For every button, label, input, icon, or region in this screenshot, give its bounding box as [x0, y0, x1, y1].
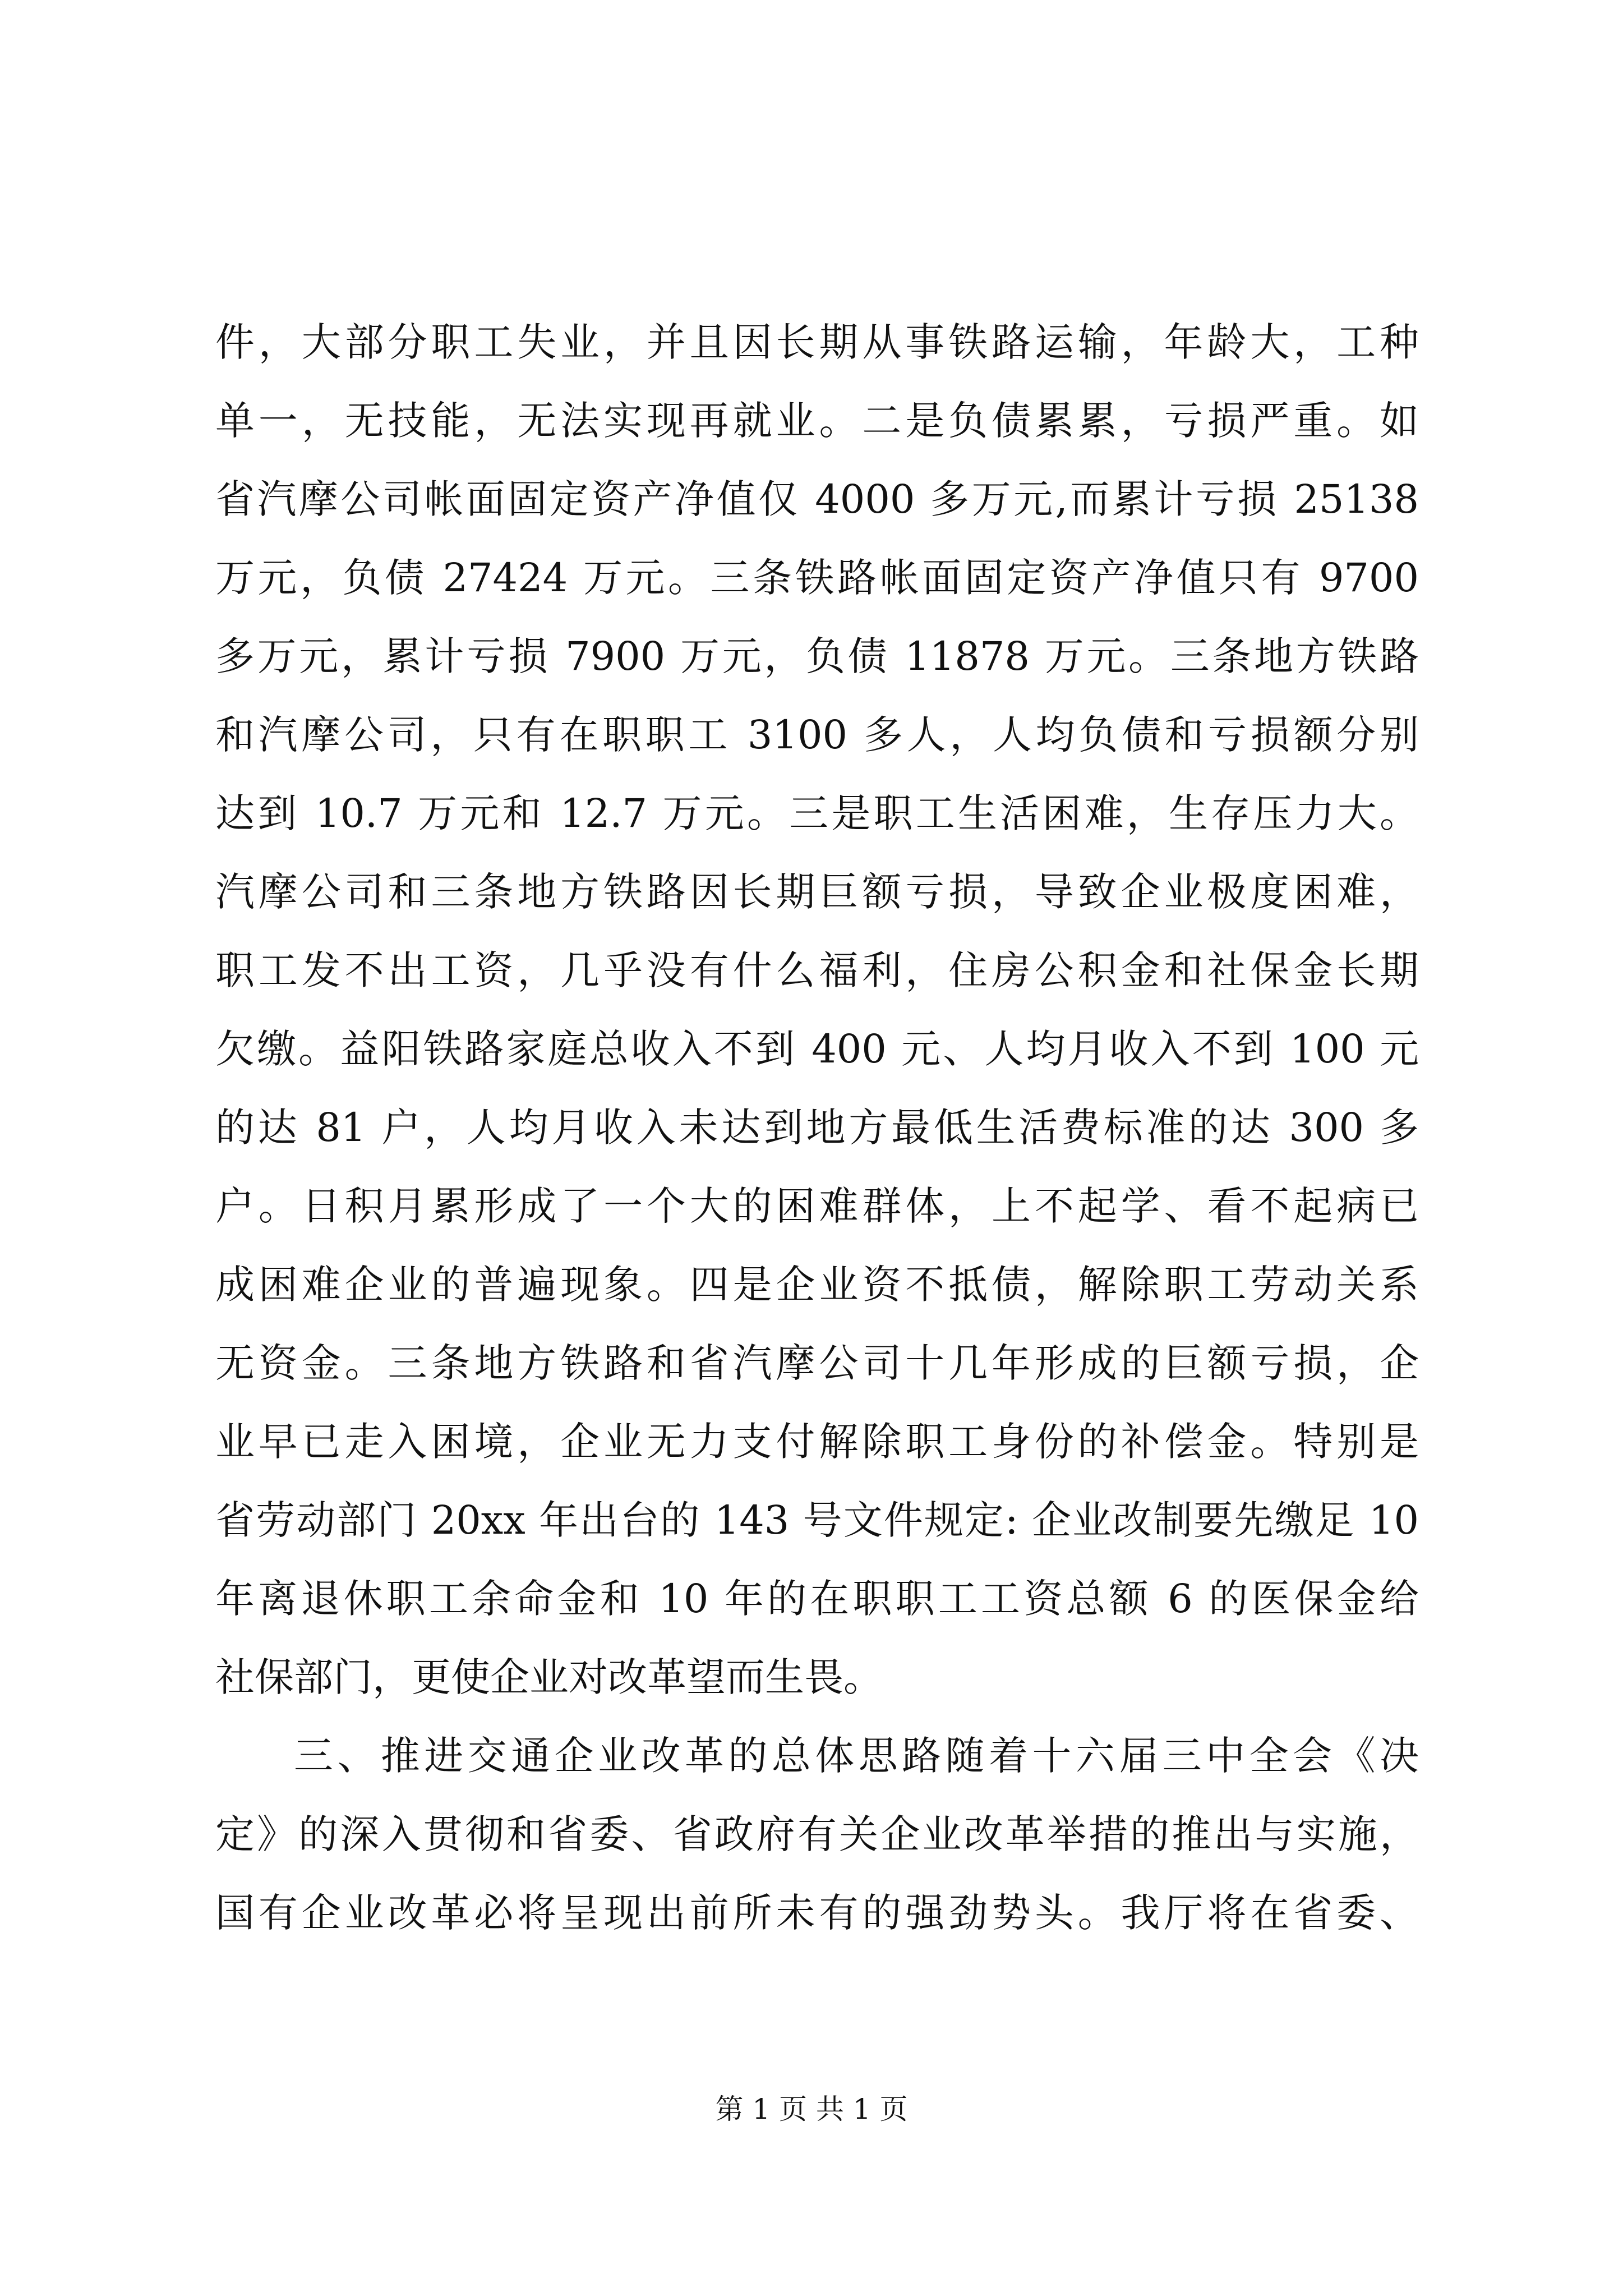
- text-line: 达到 10.7 万元和 12.7 万元。三是职工生活困难，生存压力大。: [215, 790, 1419, 836]
- page-number-footer: 第 1 页 共 1 页: [715, 2093, 908, 2125]
- text-line: 年离退休职工余命金和 10 年的在职职工工资总额 6 的医保金给: [215, 1576, 1419, 1622]
- paragraph-end-line: 社保部门，更使企业对改革望而生畏。: [215, 1654, 883, 1700]
- text-line: 国有企业改革必将呈现出前所未有的强劲势头。我厅将在省委、: [215, 1890, 1419, 1936]
- text-line: 汽摩公司和三条地方铁路因长期巨额亏损，导致企业极度困难，: [215, 869, 1419, 915]
- text-line: 成困难企业的普遍现象。四是企业资不抵债，解除职工劳动关系: [215, 1262, 1419, 1308]
- text-line: 定》的深入贯彻和省委、省政府有关企业改革举措的推出与实施，: [215, 1811, 1419, 1857]
- text-line: 的达 81 户，人均月收入未达到地方最低生活费标准的达 300 多: [215, 1105, 1419, 1151]
- text-line: 省劳动部门 20xx 年出台的 143 号文件规定: 企业改制要先缴足 10: [215, 1497, 1419, 1543]
- text-line: 万元，负债 27424 万元。三条铁路帐面固定资产净值只有 9700: [215, 555, 1419, 601]
- text-line: 省汽摩公司帐面固定资产净值仅 4000 多万元,而累计亏损 25138: [215, 476, 1419, 522]
- text-line: 户。日积月累形成了一个大的困难群体，上不起学、看不起病已: [215, 1183, 1419, 1229]
- text-line: 多万元，累计亏损 7900 万元，负债 11878 万元。三条地方铁路: [215, 633, 1419, 679]
- text-line: 欠缴。益阳铁路家庭总收入不到 400 元、人均月收入不到 100 元: [215, 1026, 1419, 1072]
- text-line: 单一，无技能，无法实现再就业。二是负债累累，亏损严重。如: [215, 398, 1419, 444]
- text-line: 和汽摩公司，只有在职职工 3100 多人，人均负债和亏损额分别: [215, 712, 1419, 758]
- section-heading-line: 三、推进交通企业改革的总体思路随着十六届三中全会《决: [294, 1733, 1419, 1779]
- body-text: [215, 303, 1419, 1952]
- text-line: 无资金。三条地方铁路和省汽摩公司十几年形成的巨额亏损，企: [215, 1340, 1419, 1386]
- text-line: 业早已走入困境，企业无力支付解除职工身份的补偿金。特别是: [215, 1419, 1419, 1465]
- text-line: 件，大部分职工失业，并且因长期从事铁路运输，年龄大，工种: [215, 319, 1419, 365]
- text-line: 职工发不出工资，几乎没有什么福利，住房公积金和社保金长期: [215, 947, 1419, 993]
